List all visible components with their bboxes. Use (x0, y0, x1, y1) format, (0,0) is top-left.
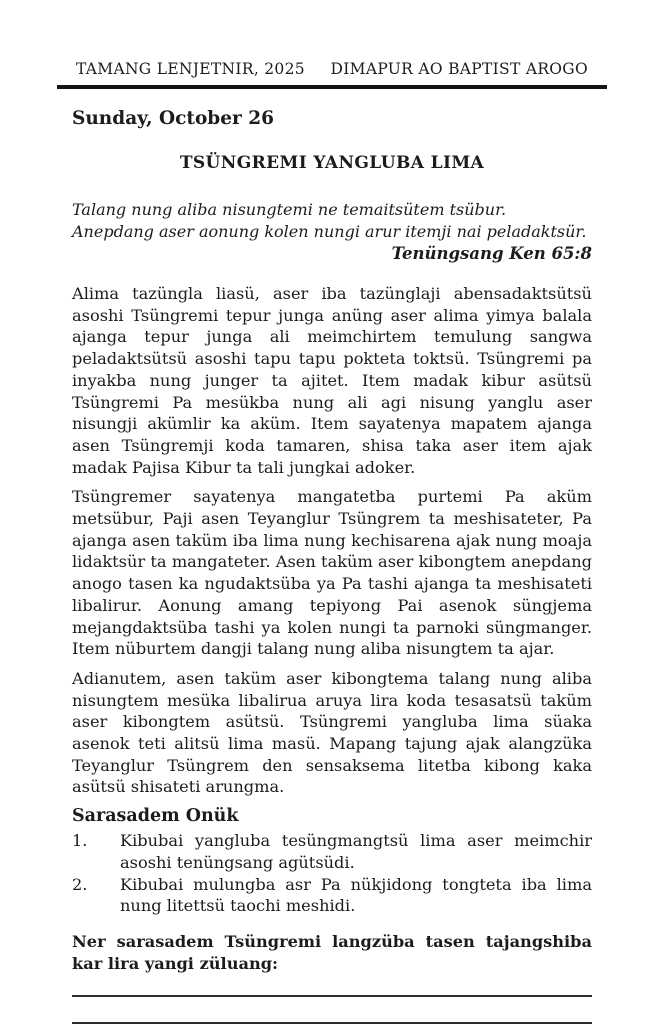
page-header (72, 60, 592, 85)
header-right-organization: DIMAPUR AO BAPTIST AROGO (330, 60, 588, 78)
scripture-reference: Tenüngsang Ken 65:8 (391, 244, 592, 263)
list-item (72, 830, 592, 873)
reflection-list (72, 830, 592, 917)
body-paragraph-3: Adianutem, asen taküm aser kibongtema talang nung aliba nisungtem mesüka libalirua aruya lira koda tesasatsü taküm aser kibongtem asütsü. Tsüngremi yangluba lima süaka asenok teti alitsü lima masü. Mapang tajung ajak alangzüka Teyanglur Tsüngrem den sensaksema litetba kibong kaka asütsü shisateti arungma. (72, 668, 592, 797)
reflection-heading: Sarasadem Onük (72, 806, 239, 827)
page-title: TSÜNGREMI YANGLUBA LIMA (179, 153, 485, 173)
answer-line (72, 995, 592, 997)
writing-prompt: Ner sarasadem Tsüngremi langzüba tasen tajangshiba kar lira yangi züluang: (72, 931, 592, 973)
header-left-publication: TAMANG LENJETNIR, 2025 (76, 60, 305, 78)
body-paragraph-1: Alima tazüngla liasü, aser iba tazünglaji abensadaktsütsü asoshi Tsüngremi tepur junga anüng aser alima yimya balala ajanga tepur junga ali meimchirtem temulung sangwa peladaktsütsü asoshi tapu tapu pokteta toktsü. Tsüngremi pa inyakba nung junger ta ajitet. Item madak kibur asütsü Tsüngremi Pa mesükba nung ali agi nisung yanglu aser nisungji akümlir ka aküm. Item sayatenya mapatem ajanga asen Tsüngremji koda tamaren, shisa taka aser item ajak madak Pajisa Kibur ta tali jungkai adoker. (72, 284, 592, 477)
answer-lines (72, 995, 592, 1024)
list-item-number: 1. (72, 831, 88, 851)
list-item-number: 2. (72, 874, 88, 894)
list-item-text: Kibubai yangluba tesüngmangtsü lima aser meimchir asoshi tenüngsang agütsüdi. (120, 831, 592, 872)
list-item (72, 874, 592, 917)
scripture-quote: Talang nung aliba nisungtemi ne temaitsütem tsübur. Anepdang aser aonung kolen nungi arur itemji nai peladaktsür. (72, 200, 587, 241)
header-divider-rule (57, 85, 607, 89)
list-item-text: Kibubai mulungba asr Pa nükjidong tongteta iba lima nung litettsü taochi meshidi. (120, 874, 592, 916)
body-paragraph-2: Tsüngremer sayatenya mangatetba purtemi Pa aküm metsübur, Paji asen Teyanglur Tsüngrem ta meshisateter, Pa ajanga asen taküm iba lima nung kechisarena ajak nung moaja lidaktsür ta mangateter. Asen taküm aser kibongtem anepdang anogo tasen ka ngudaktsüba ya Pa tashi ajanga ta meshisateti libalirur. Aonung amang tepiyong Pai asenok süngjema mejangdaktsüba tashi ya kolen nungi ta parnoki süngmanger. Item nüburtem dangji talang nung aliba nisungtem ta ajar. (72, 487, 592, 659)
devotional-body (72, 283, 592, 798)
date-heading: Sunday, October 26 (72, 108, 274, 129)
